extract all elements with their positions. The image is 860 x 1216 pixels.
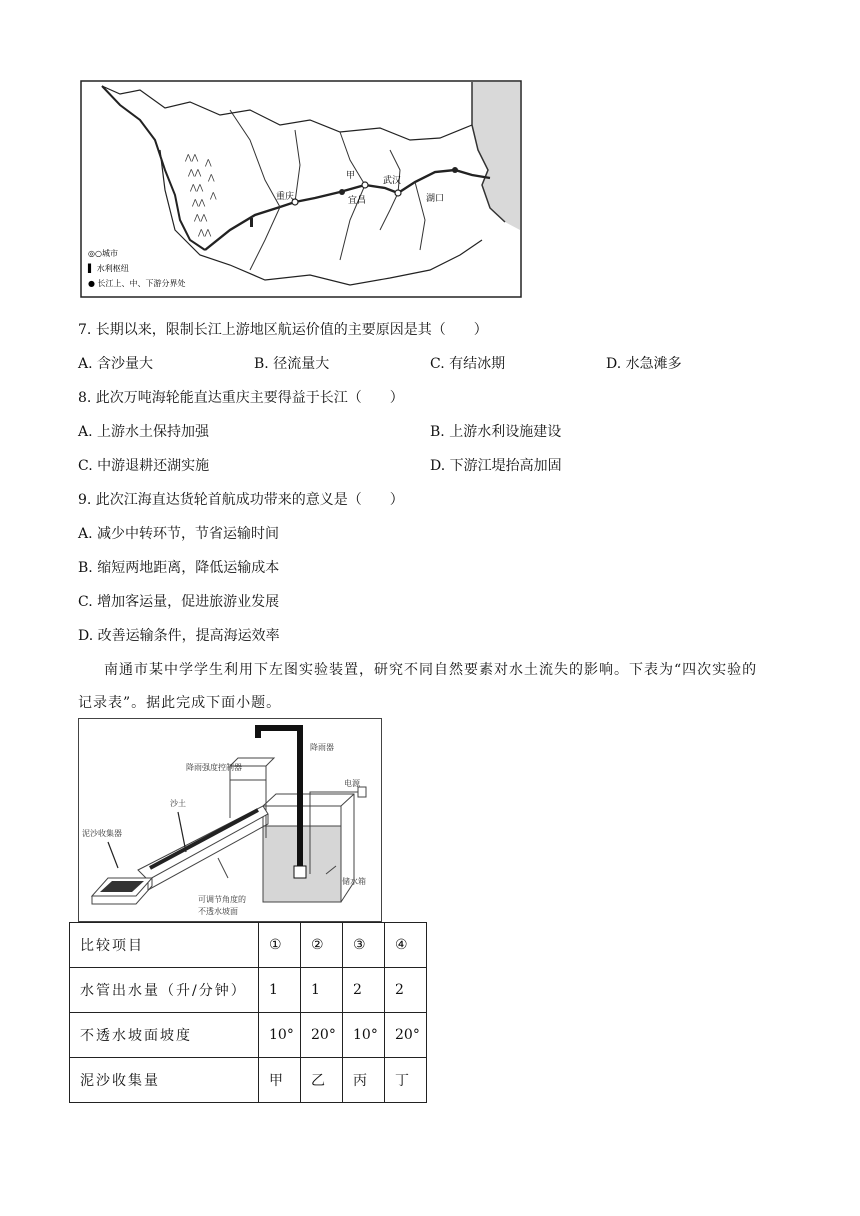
question-8-stem: 8. 此次万吨海轮能直达重庆主要得益于长江（ ） [78, 390, 404, 406]
svg-text:⋀: ⋀ [205, 158, 212, 167]
table-cell: 20° [301, 1013, 343, 1058]
yangtze-map [80, 80, 522, 298]
table-cell: 10° [343, 1013, 385, 1058]
question-9-stem: 9. 此次江海直达货轮首航成功带来的意义是（ ） [78, 492, 404, 508]
label-slope-1: 可调节角度的 [198, 895, 246, 904]
table-header-cell: ④ [385, 923, 427, 968]
q8-option-a[interactable]: A. 上游水土保持加强 [78, 424, 210, 440]
legend-city: ◎○城市 [88, 249, 118, 258]
label-rain-controller: 降雨强度控制器 [186, 763, 242, 772]
table-header-cell: ③ [343, 923, 385, 968]
q7-option-b[interactable]: B. 径流量大 [254, 356, 330, 372]
table-header-cell: 比较项目 [70, 923, 259, 968]
table-cell: 泥沙收集量 [70, 1058, 259, 1103]
table-cell: 20° [385, 1013, 427, 1058]
q8-option-b[interactable]: B. 上游水利设施建设 [430, 424, 562, 440]
label-power: 电源 [344, 779, 360, 788]
question-7-stem: 7. 长期以来，限制长江上游地区航运价值的主要原因是其（ ） [78, 322, 488, 338]
q9-option-a[interactable]: A. 减少中转环节，节省运输时间 [78, 526, 280, 542]
intro-line-2: 记录表”。据此完成下面小题。 [78, 695, 282, 711]
table-cell: 丁 [385, 1058, 427, 1103]
svg-text:⋀⋀: ⋀⋀ [185, 153, 199, 162]
map-label-yichang: 宜昌 [348, 196, 367, 206]
q7-option-a[interactable]: A. 含沙量大 [78, 356, 154, 372]
table-row [70, 968, 427, 1013]
table-cell: 2 [343, 968, 385, 1013]
map-label-wuhan: 武汉 [383, 176, 402, 186]
label-rain-device: 降雨器 [310, 743, 334, 752]
svg-text:⋀⋀: ⋀⋀ [198, 228, 212, 237]
table-cell: 水管出水量（升/分钟） [70, 968, 259, 1013]
label-soil: 沙土 [170, 799, 186, 808]
svg-text:⋀: ⋀ [208, 173, 215, 182]
intro-line-1: 南通市某中学学生利用下左图实验装置，研究不同自然要素对水土流失的影响。下表为“四次实验的 [104, 662, 758, 678]
experiment-record-table [69, 922, 427, 1103]
q9-option-d[interactable]: D. 改善运输条件，提高海运效率 [78, 628, 280, 644]
table-cell: 1 [301, 968, 343, 1013]
table-row [70, 1058, 427, 1103]
table-row [70, 1013, 427, 1058]
table-cell: 丙 [343, 1058, 385, 1103]
q9-option-b[interactable]: B. 缩短两地距离，降低运输成本 [78, 560, 280, 576]
legend-dam: ▌ 水利枢纽 [88, 264, 129, 273]
table-cell: 不透水坡面坡度 [70, 1013, 259, 1058]
q8-option-d[interactable]: D. 下游江堤抬高加固 [430, 458, 562, 474]
svg-text:⋀⋀: ⋀⋀ [188, 168, 202, 177]
experiment-apparatus [78, 718, 382, 922]
svg-text:⋀⋀: ⋀⋀ [192, 198, 206, 207]
label-collector: 泥沙收集器 [82, 829, 122, 838]
table-cell: 10° [259, 1013, 301, 1058]
svg-text:⋀: ⋀ [210, 191, 217, 200]
map-label-hukou: 湖口 [426, 194, 445, 204]
table-cell: 乙 [301, 1058, 343, 1103]
label-tank: 储水箱 [342, 877, 366, 886]
q9-option-c[interactable]: C. 增加客运量，促进旅游业发展 [78, 594, 280, 610]
map-label-jia: 甲 [346, 171, 356, 181]
table-header-cell: ② [301, 923, 343, 968]
table-header-cell: ① [259, 923, 301, 968]
q7-option-c[interactable]: C. 有结冰期 [430, 356, 506, 372]
table-header-row [70, 923, 427, 968]
label-slope-2: 不透水坡面 [198, 907, 238, 916]
svg-text:⋀⋀: ⋀⋀ [194, 213, 208, 222]
table-cell: 2 [385, 968, 427, 1013]
legend-boundary: ● 长江上、中、下游分界处 [88, 279, 186, 288]
map-label-chongqing: 重庆 [276, 192, 295, 202]
q7-option-d[interactable]: D. 水急滩多 [606, 356, 682, 372]
table-cell: 1 [259, 968, 301, 1013]
q8-option-c[interactable]: C. 中游退耕还湖实施 [78, 458, 210, 474]
table-cell: 甲 [259, 1058, 301, 1103]
svg-text:⋀⋀: ⋀⋀ [190, 183, 204, 192]
